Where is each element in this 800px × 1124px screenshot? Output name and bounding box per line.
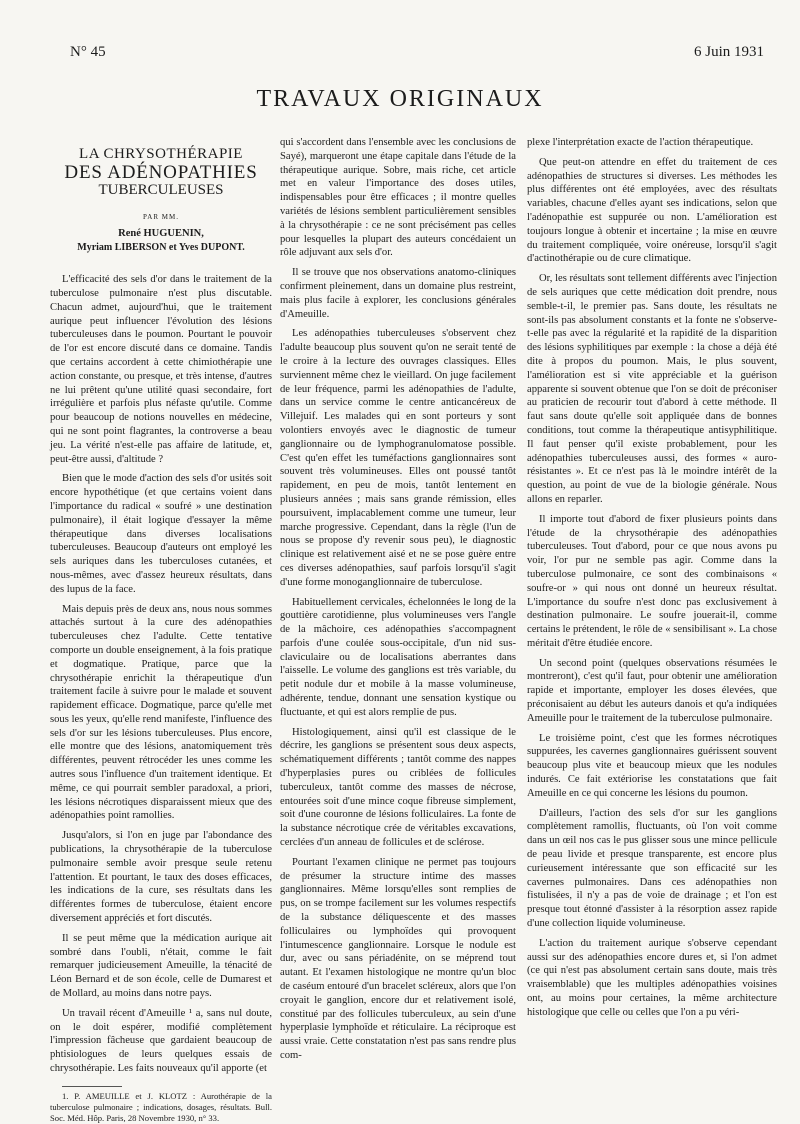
- paragraph: Pourtant l'examen clinique ne permet pas toujours de présumer la structure intime des masses ganglionnaires. Même lorsqu'elles sont remplies de pus, on se trompe facilement sur les volumes respectifs de la substance déliquescente et des masses folliculaires ou lymphoïdes qui provoquent l'intumescence ganglionnaire. Lorsque le nodule est dur, avec ou sans périadénite, on se méprend tout autant. Et l'examen histologique ne montre qu'un bloc de caséum entouré d'un bracelet scléreux, alors que l'on croyait le ganglion, encore dur et relativement isolé, constitué par des follicules tuberculeux, au sein d'une hyperplasie lymphoïde et réticulaire. La réciproque est aussi vraie. Cette constatation n'est pas sans rendre plus com-: [280, 856, 516, 1061]
- paragraph: Mais depuis près de deux ans, nous nous sommes attachés surtout à la cure des adénopathies tuberculeuses chez l'adulte. Cette tentative comporte un double enseignement, à la fois pratique et dogmatique. Pratique, parce que la chrysothérapie enrichit la thérapeutique d'un traitement facile à suivre pour le malade et souvent rapidement efficace. Dogmatique, parce qu'elle met sous les yeux, qu'elle rend manifeste, l'influence des sels d'or sur les lésions tuberculeuses. Plus encore, elle montre que des lésions, anatomiquement très différentes, peuvent rétrocéder les unes comme les autres sous l'influence d'un traitement identique. Et même, ce qui pourrait sembler paradoxal, a priori, les lésions nécrotiques disparaissent mieux que des adénopathies point ramollies.: [50, 603, 272, 822]
- column-3: [527, 136, 777, 1026]
- section-title: TRAVAUX ORIGINAUX: [256, 86, 544, 112]
- footnote: 1. P. AMEUILLE et J. KLOTZ : Aurothérapie de la tuberculose pulmonaire ; indications, dosages, résultats. Bull. Soc. Méd. Hôp. Paris, 28 Novembre 1930, n° 33.: [50, 1090, 272, 1123]
- paragraph: plexe l'interprétation exacte de l'action thérapeutique.: [527, 137, 754, 148]
- paragraph: Il importe tout d'abord de fixer plusieurs points dans l'étude de la chrysothérapie des adénopathies tuberculeuses. Tout d'abord, pour ce que nous avons pu voir, l'or pur ne semble pas agir. Comme dans la tuberculose pulmonaire, ce sont des combinaisons « soufre-or » qui nous ont donné un heureux résultat. L'importance du soufre n'est donc pas exclusivement à destination pulmonaire. Le soufre jouerait-il, comme certains le prétendent, le rôle de « sensibilisant ». La chose méritait d'être étudiée encore.: [527, 513, 777, 649]
- issue-number: N° 45: [70, 44, 106, 60]
- paragraph: Habituellement cervicales, échelonnées le long de la gouttière carotidienne, plus volumineuses vers l'angle de la mâchoire, ces adénopathies s'accompagnent parfois d'une coulée sous-occipitale, d'un nid sus-claviculaire ou de localisations aberrantes dans l'aisselle. Le volume des ganglions est très variable, du petit nodule dur et mobile à la masse volumineuse, adhérente, tendue, donnant une sensation kystique ou fluctuante, et qui est alors remplie de pus.: [280, 596, 516, 718]
- paragraph: Il se peut même que la médication aurique ait sombré dans l'oubli, n'était, comme le fait remarquer judicieusement Ameuille, la ténacité de Léon Bernard et de son école, celle de Dumarest et de Mollard, au moins dans notre pays.: [50, 932, 272, 1000]
- paragraph: Le troisième point, c'est que les formes nécrotiques suppurées, les cavernes ganglionnaires guérissent souvent beaucoup plus vite et beaucoup mieux que les nodules indurés. Ce fait extériorise les constatations que fait Ameuille en ce qui concerne les lésions du poumon.: [527, 732, 777, 799]
- paragraph: Bien que le mode d'action des sels d'or usités soit encore hypothétique (et que certains voient dans l'importance du radical « soufré » une destination pulmonaire), il était logique d'essayer la même thérapeutique dans diverses localisations tuberculeuses. Beaucoup d'auteurs ont employé les sels auriques dans les tuberculoses cutanées, et nous-mêmes, avec d'assez heureux résultats, dans des lupus de la face.: [50, 473, 272, 595]
- paragraph: qui s'accordent dans l'ensemble avec les conclusions de Sayé), marqueront une étape capitale dans l'étude de la thérapeutique aurique. Sobre, mais riche, cet article met en valeur l'importance des doses utiles, indispensables pour être efficaces ; il montre quelles variétés de lésions semblent particulièrement sensibles à la chrysothérapie : ce ne sont précisément pas celles pour lesquelles la plupart des auteurs concédaient un rôle adjuvant aux sels d'or.: [280, 137, 516, 259]
- issue-date: 6 Juin 1931: [693, 44, 764, 60]
- paragraph: Que peut-on attendre en effet du traitement de ces adénopathies de structures si diverses. Les méthodes les plus différentes ont été employées, avec des résultats variables, chacune d'elles ayant ses indications, selon que l'adénopathie est suppurée ou non. L'amélioration est toujours longue à obtenir et incertaine ; la mise en œuvre du traitement compliquée, voire onéreuse, lorsqu'il s'agit d'actinothérapie ou de cure climatique.: [527, 156, 777, 265]
- byline-par: PAR MM.: [143, 213, 179, 222]
- paragraph: Les adénopathies tuberculeuses s'observent chez l'adulte beaucoup plus souvent qu'on ne serait tenté de le croire à la lecture des ouvrages classiques. Elles surviennent même chez le vieillard. On juge facilement de leur fréquence, parmi les adénopathies de l'adulte, dans un service comme le centre anticancéreux de Villejuif. Les malades qui en sont porteurs y sont volontiers envoyés avec le diagnostic de tumeur ganglionnaire ou de lymphogranulomatose possible. C'est qu'en effet les tuméfactions ganglionnaires sont souvent très volumineuses. Elles ont poussé tantôt rapidement, en peu de mois, tantôt lentement en plusieurs années ; mais sans grande rémission, elles poursuivent, implacablement comme une tumeur, leur marche progressive. Cependant, dans la règle (l'un de nous se propose d'y revenir sous peu), le diagnostic clinique est relativement aisé et ne se pose guère entre ces diverses adénopathies, sauf parfois lorsqu'il s'agit d'une forme monoganglionnaire de tuberculose.: [280, 328, 516, 588]
- author-1: René HUGUENIN,: [118, 228, 204, 240]
- title-line-2: DES ADÉNOPATHIES: [64, 161, 258, 183]
- paragraph: L'efficacité des sels d'or dans le traitement de la tuberculose pulmonaire n'est plus discutable. Chacun admet, aujourd'hui, que le traitement aurique peut influencer l'évolution des lésions tuberculeuses dans le poumon. Pourtant le pouvoir de l'or est encore discuté dans ce domaine. Tandis que certains accordent à cette chimiothérapie une action constante, ou presque, et très intense, d'autres ne lui prêtent qu'une utilité quasi secondaire, fort irrégulière et parfois plus néfaste qu'utile. Comme pour beaucoup de notions nouvelles en médecine, qui ne sont point flagrantes, la controverse a beau jeu. La vérité n'est-elle pas affaire de latitude, et, peut-être aussi, d'altitude ?: [50, 274, 272, 465]
- footnote-divider: [62, 1086, 122, 1087]
- title-line-1: LA CHRYSOTHÉRAPIE: [79, 146, 243, 162]
- paragraph: D'ailleurs, l'action des sels d'or sur les ganglions complètement ramollis, fluctuants, où l'on voit comme dans un œil nos cas le pus glisser sous une mince pellicule de peau livide et presque transparente, est encore plus curieusement intéressante que son efficacité sur les cavernes pulmonaires. Dans ces adénopathies non fistulisées, il n'y a pas de voie de drainage ; et l'on est presque tout étonné d'assister à la résorption assez rapide d'une collection liquide volumineuse.: [527, 807, 777, 930]
- article-title: [50, 148, 272, 197]
- column-2: [280, 136, 516, 1069]
- paragraph: Un second point (quelques observations résumées le montreront), c'est qu'il faut, pour obtenir une amélioration rapide et importante, employer les doses élevées, que préconisaient au début les auteurs danois et qu'a indiquées Ameuille pour le traitement de la tuberculose pulmonaire.: [527, 657, 777, 724]
- paragraph: Un travail récent d'Ameuille ¹ a, sans nul doute, on le doit espérer, modifié complètement l'impression fâcheuse que gardaient beaucoup de phtisiologues de leurs quelques essais de chrysothérapie. Les faits nouveaux qu'il apporte (et: [50, 1007, 272, 1075]
- title-line-3: TUBERCULEUSES: [98, 181, 224, 198]
- paragraph: L'action du traitement aurique s'observe cependant aussi sur des adénopathies encore dures et, si l'on admet (ce qui n'est pas absolument certain sans doute, mais très vraisemblable) que les multiples adénopathies voisines ont, au moins pour certaines, la même architecture histologique que celle ou celles que l'on a pu véri-: [527, 937, 777, 1018]
- author-2: Myriam LIBERSON et Yves DUPONT.: [77, 242, 245, 254]
- paragraph: Histologiquement, ainsi qu'il est classique de le décrire, les ganglions se présentent sous deux aspects, schématiquement différents ; tantôt comme des nappes d'hyperplasies pures ou criblées de follicules tuberculeux, tantôt comme des masses de nécrose, entourées soit d'une mince coque fibreuse simplement, soit d'une couronne de lésions folliculaires. La fonte de la substance nécrotique crée de véritables excavations, cerclées d'un anneau de follicules et de sclérose.: [280, 726, 516, 849]
- authors: [50, 227, 272, 255]
- paragraph: Il se trouve que nos observations anatomo-cliniques confirment pleinement, dans un domaine plus restreint, mais plus facile à explorer, les conclusions générales d'Ameuille.: [280, 267, 516, 320]
- paragraph: Or, les résultats sont tellement différents avec l'injection de sels auriques que cette médication doit prendre, nous semble-t-il, le premier pas. Sans doute, les résultats ne sont-ils pas absolument constants et la fonte ne s'observe-t-elle pas avec la régularité et la rapidité de la disparition des lésions syphilitiques par exemple : la chose a déjà été dite à propos du poumon. Mais, le plus souvent, l'amélioration est si vite appréciable et la guérison apparente si souvent obtenue que l'on se doit de préconiser au praticien de recourir tout d'abord à cette méthode. Il faut sans doute qu'elle soit appliquée dans de bonnes conditions, tout comme la thérapeutique antisyphilitique. Il faut penser qu'il existe probablement, pour les adénopathies tuberculeuses aussi, des formes « auro-résistantes ». Et ce n'est pas là le moindre intérêt de la question, au point de vue de la biologie générale. Nous allons en reparler.: [527, 273, 777, 505]
- paragraph: Jusqu'alors, si l'on en juge par l'abondance des publications, la chrysothérapie de la tuberculose pulmonaire semble avoir presque seule retenu l'attention. Et pourtant, le taux des doses efficaces, les indications de la cure, ses résultats dans les différentes formes de tuberculose, étaient encore diversement appréciés et fort discutés.: [50, 830, 272, 925]
- column-1: [50, 140, 272, 1124]
